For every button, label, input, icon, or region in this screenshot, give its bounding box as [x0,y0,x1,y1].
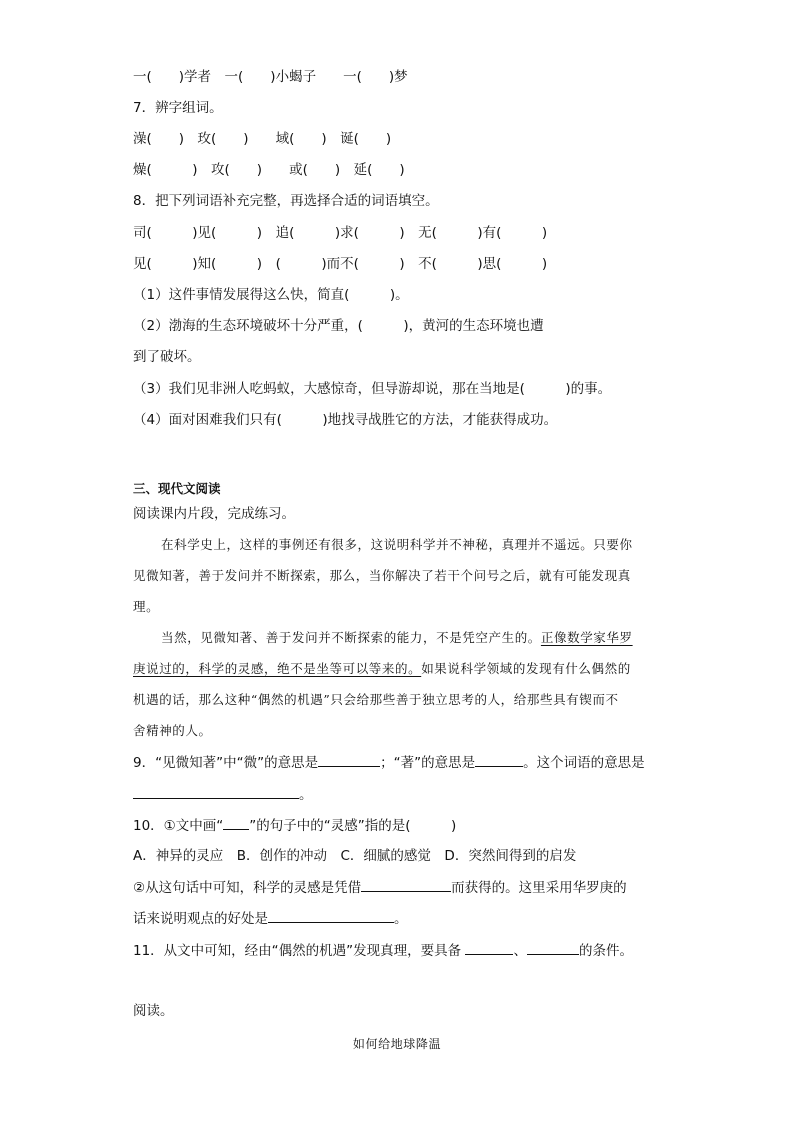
q10-text: 话来说明观点的好处是 [133,911,268,927]
q7-row1: 澡( ) 玫( ) 域( ) 诞( ) [133,131,392,147]
passage-p2-line1 [161,628,633,648]
passage-p2-line3: 机遇的话，那么这种“偶然的机遇”只会给那些善于独立思考的人，给那些具有锲而不 [133,692,619,707]
passage-p1-line2: 见微知著，善于发问并不断探索，那么，当你解决了若干个问号之后，就有可能发现真 [133,568,631,583]
q6-line: 一( )学者 一( )小蝎子 一( )梦 [133,69,408,85]
q9-text: 9．“见微知著”中“微”的意思是 [133,755,319,771]
q8-sentence-4: （4）面对困难我们只有( )地找寻战胜它的方法，才能获得成功。 [133,412,558,428]
answer-blank[interactable] [465,940,513,955]
reading2-title: 如何给地球降温 [352,1037,442,1051]
q7-row2: 燥( ) 攻( ) 或( ) 延( ) [133,162,405,178]
answer-blank[interactable] [318,752,380,767]
q10-options: A．神异的灵应 B．创作的冲动 C．细腻的感觉 D．突然间得到的启发 [133,848,577,864]
q11-text: 的条件。 [578,943,633,959]
passage-p2-line2 [133,659,631,679]
q10-text: 。 [394,911,408,927]
q9-text: ；“著”的意思是 [380,755,476,771]
q10-text: 10．①文中画“ [133,818,224,834]
answer-blank[interactable] [361,877,451,892]
q8-sentence-3: （3）我们见非洲人吃蚂蚁，大感惊奇，但导游却说，那在当地是( )的事。 [133,381,612,397]
q10-text: ②从这句话中可知，科学的灵感是凭借 [133,880,362,896]
q9-text: 。 [299,787,313,803]
passage-p1-line1: 在科学史上，这样的事例还有很多，这说明科学并不神秘，真理并不遥远。只要你 [161,537,633,552]
underlined-sentence: 庚说过的，科学的灵感，绝不是坐等可以等来的。 [133,661,422,676]
reading-intro: 阅读课内片段，完成练习。 [133,506,295,522]
answer-blank[interactable] [268,908,394,923]
q8-row2: 见( )知( ) ( )而不( ) 不( )思( ) [133,256,548,272]
q8-title: 8．把下列词语补充完整，再选择合适的词语填空。 [133,193,439,209]
q9-text: 。这个词语的意思是 [523,755,645,771]
q10-sub2-line1 [133,877,627,898]
passage-p1-line3: 理。 [133,599,160,614]
q8-sentence-2b: 到了破坏。 [133,349,201,365]
q11-text: 11．从文中可知，经由“偶然的机遇”发现真理，要具备 [133,943,462,959]
reading2-intro: 阅读。 [133,1003,174,1019]
q8-sentence-1: （1）这件事情发展得这么快，简直( )。 [133,287,409,303]
q11-line [133,940,633,961]
q10-text: 而获得的。这里采用华罗庚的 [451,880,627,896]
q8-sentence-2a: （2）渤海的生态环境破坏十分严重，( )，黄河的生态环境也遭 [133,318,544,334]
q7-title: 7．辨字组词。 [133,100,223,116]
q10-sub2-line2 [133,908,408,929]
passage-p2-line4: 舍精神的人。 [133,723,212,738]
passage-plain-text: 当然，见微知著、善于发问并不断探索的能力，不是凭空产生的。 [161,630,541,645]
answer-blank[interactable] [475,752,523,767]
answer-blank[interactable] [133,784,299,799]
q9-line [133,752,645,773]
passage-plain-text: 如果说科学领域的发现有什么偶然的 [421,661,631,676]
answer-blank[interactable] [527,940,579,955]
q10-text: ”的句子中的“灵感”指的是( ) [249,818,457,834]
q8-row1: 司( )见( ) 追( )求( ) 无( )有( ) [133,225,548,241]
underlined-sentence: 正像数学家华罗 [540,630,633,645]
q9-line2 [133,784,313,805]
section-heading: 三、现代文阅读 [133,481,221,496]
q11-text: 、 [513,943,527,959]
q10-line1 [133,815,456,836]
underline-sample [223,815,249,830]
